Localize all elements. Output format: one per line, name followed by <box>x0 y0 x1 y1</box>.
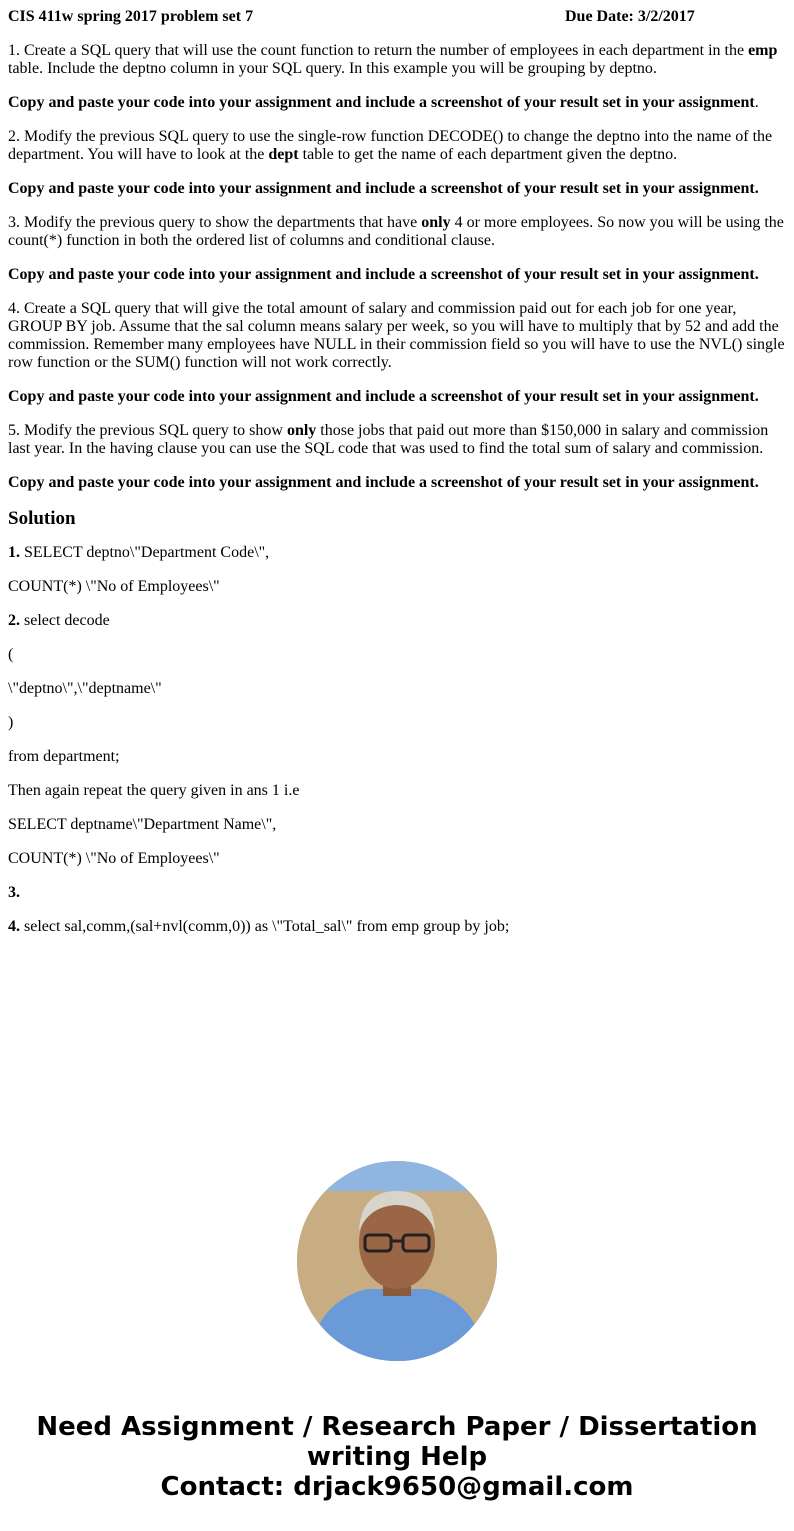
text: 2. Modify the previous SQL query to use the single-row function DECODE() to change the deptno into the name of the department. You will have to look at the <box>8 128 773 163</box>
contact-banner <box>0 1412 794 1502</box>
bold-text: only <box>286 422 317 439</box>
solution-line <box>8 918 786 936</box>
question-paragraph <box>8 128 786 164</box>
bold-text: Copy and paste your code into your assignment and include a screenshot of your result set in your assignment. <box>8 474 759 491</box>
question-paragraph <box>8 180 786 198</box>
answer-number: 1. <box>8 544 20 561</box>
solution-line <box>8 850 786 868</box>
answer-number: 3. <box>8 884 20 901</box>
text: 1. Create a SQL query that will use the count function to return the number of employees in each department in the <box>8 42 749 59</box>
solution-body <box>8 544 786 936</box>
solution-line <box>8 680 786 698</box>
contact-email: Contact: drjack9650@gmail.com <box>160 1472 634 1502</box>
answer-text: from department; <box>8 748 120 765</box>
bold-text: emp <box>748 42 778 59</box>
solution-line <box>8 714 786 732</box>
text: 4. Create a SQL query that will give the total amount of salary and commission paid out for each job for one year, GROUP BY job. Assume that the sal column means salary per week, so you will have to multiply that by 52 and add the commission. Remember many employees have NULL in their commission field so you will have to use the NVL() single row function or the SUM() function will not work correctly. <box>8 300 785 371</box>
answer-text: SELECT deptno\"Department Code\", <box>20 544 270 561</box>
author-photo <box>297 1161 497 1361</box>
answer-number: 2. <box>8 612 20 629</box>
solution-line <box>8 544 786 562</box>
page-title: CIS 411w spring 2017 problem set 7 <box>8 8 254 25</box>
text: those jobs that paid out more than $150,000 in salary and commission last year. In the having clause you can use the SQL code that was used to find the total sum of salary and commission. <box>8 422 769 457</box>
solution-line <box>8 816 786 834</box>
due-date: Due Date: 3/2/2017 <box>565 8 695 25</box>
solution-line <box>8 612 786 630</box>
help-text: Need Assignment / Research Paper / Dissertation writing Help <box>36 1412 758 1472</box>
question-paragraph <box>8 474 786 492</box>
question-paragraph <box>8 42 786 78</box>
solution-line <box>8 884 786 902</box>
solution-line <box>8 748 786 766</box>
text: . <box>754 94 759 111</box>
question-paragraph <box>8 266 786 284</box>
answer-text: SELECT deptname\"Department Name\", <box>8 816 277 833</box>
text: 5. Modify the previous SQL query to show <box>8 422 287 439</box>
bold-text: Copy and paste your code into your assignment and include a screenshot of your result set in your assignment <box>8 94 755 111</box>
text: 3. Modify the previous query to show the departments that have <box>8 214 422 231</box>
document <box>0 8 794 936</box>
question-paragraph <box>8 422 786 458</box>
answer-text: ) <box>8 714 14 731</box>
bold-text: Copy and paste your code into your assignment and include a screenshot of your result set in your assignment. <box>8 180 759 197</box>
bold-text: Copy and paste your code into your assignment and include a screenshot of your result set in your assignment. <box>8 388 759 405</box>
solution-line <box>8 782 786 800</box>
solution-line <box>8 646 786 664</box>
person-image <box>297 1161 497 1361</box>
questions <box>8 42 786 492</box>
question-paragraph <box>8 388 786 406</box>
answer-text: select decode <box>20 612 110 629</box>
bold-text: dept <box>268 146 299 163</box>
answer-number: 4. <box>8 918 20 935</box>
answer-text: select sal,comm,(sal+nvl(comm,0)) as \"Total_sal\" from emp group by job; <box>20 918 510 935</box>
answer-text: Then again repeat the query given in ans 1 i.e <box>8 782 300 799</box>
answer-text: COUNT(*) \"No of Employees\" <box>8 850 220 867</box>
answer-text: COUNT(*) \"No of Employees\" <box>8 578 220 595</box>
question-paragraph <box>8 300 786 372</box>
text: table. Include the deptno column in your SQL query. In this example you will be grouping by deptno. <box>8 60 657 77</box>
text: table to get the name of each department given the deptno. <box>298 146 678 163</box>
question-paragraph <box>8 214 786 250</box>
bold-text: Copy and paste your code into your assignment and include a screenshot of your result set in your assignment. <box>8 266 759 283</box>
question-paragraph <box>8 94 786 112</box>
document-header <box>8 8 786 26</box>
answer-text: ( <box>8 646 14 663</box>
bold-text: only <box>421 214 451 231</box>
solution-line <box>8 578 786 596</box>
text: 4 or more employees. So now you will be using the count(*) function in both the ordered list of columns and conditional clause. <box>8 214 784 249</box>
solution-heading: Solution <box>8 508 76 529</box>
answer-text: \"deptno\",\"deptname\" <box>8 680 162 697</box>
